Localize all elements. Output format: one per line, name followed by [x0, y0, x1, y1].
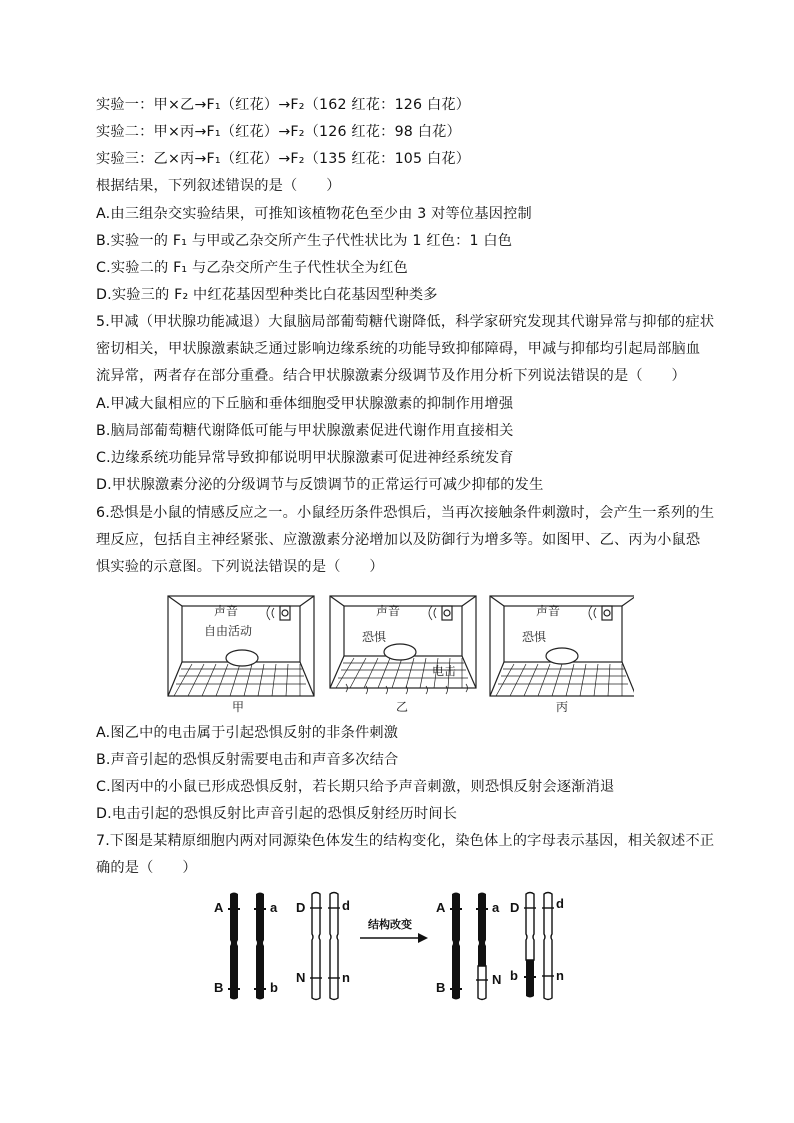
box-jia-caption: 甲 [232, 700, 245, 714]
q6-option-c: C.图丙中的小鼠已形成恐惧反射，若长期只给予声音刺激，则恐惧反射会逐渐消退 [96, 779, 615, 795]
box-yi-fear-label: 恐惧 [362, 630, 387, 644]
gene-a-before: a [270, 900, 278, 915]
box-jia-sound-label: 声音 [214, 604, 239, 618]
gene-N-after: N [492, 972, 502, 987]
q7-stem-line-1: 7.下图是某精原细胞内两对同源染色体发生的结构变化，染色体上的字母表示基因，相关叙述不正 [96, 833, 715, 849]
q5-stem-line-2: 密切相关，甲状腺激素缺乏通过影响边缘系统的功能导致抑郁障碍，甲减与抑郁均引起局部脑血 [96, 341, 701, 357]
q4-stem: 根据结果，下列叙述错误的是（ ） [96, 178, 341, 194]
chromosome-pair-2-after [524, 893, 554, 1000]
q5-option-b: B.脑局部葡萄糖代谢降低可能与甲状腺激素促进代谢作用直接相关 [96, 423, 514, 439]
chromosome-pair-1-before [228, 893, 266, 1000]
box-bing-caption: 丙 [556, 700, 569, 714]
experiment-2: 实验二：甲×丙→F₁（红花）→F₂（126 红花：98 白花） [96, 124, 461, 140]
box-jia-activity-label: 自由活动 [204, 624, 253, 638]
box-yi-shock-label: 电击 [432, 664, 457, 678]
q6-option-d: D.电击引起的恐惧反射比声音引起的恐惧反射经历时间长 [96, 806, 458, 822]
box-yi-sound-label: 声音 [376, 604, 401, 618]
q6-stem-line-2: 理反应，包括自主神经紧张、应激激素分泌增加以及防御行为增多等。如图甲、乙、丙为小鼠恐 [96, 532, 701, 548]
q6-option-b: B.声音引起的恐惧反射需要电击和声音多次结合 [96, 752, 399, 768]
q4-option-c: C.实验二的 F₁ 与乙杂交所产生子代性状全为红色 [96, 260, 408, 276]
chromosome-pair-1-after [450, 893, 488, 1000]
arrow-icon [360, 933, 428, 943]
chromosome-pair-2-before [310, 893, 340, 1000]
chromosome-drawing [208, 888, 578, 1008]
gene-b-after: b [510, 968, 518, 983]
box-yi [330, 596, 476, 694]
q4-option-b: B.实验一的 F₁ 与甲或乙杂交所产生子代性状比为 1 红色：1 白色 [96, 233, 513, 249]
q6-option-a: A.图乙中的电击属于引起恐惧反射的非条件刺激 [96, 725, 399, 741]
gene-n-before: n [342, 970, 350, 985]
q4-option-d: D.实验三的 F₂ 中红花基因型种类比白花基因型种类多 [96, 287, 438, 303]
gene-A-before: A [214, 900, 224, 915]
gene-d-before: d [342, 898, 350, 913]
mouse-icon [384, 644, 416, 660]
q5-option-c: C.边缘系统功能异常导致抑郁说明甲状腺激素可促进神经系统发育 [96, 450, 514, 466]
q7-stem-line-2: 确的是（ ） [96, 860, 197, 876]
gene-B-before: B [214, 980, 224, 995]
q5-option-d: D.甲状腺激素分泌的分级调节与反馈调节的正常运行可减少抑郁的发生 [96, 477, 544, 493]
box-bing-fear-label: 恐惧 [522, 630, 547, 644]
gene-D-after: D [510, 900, 520, 915]
fear-experiment-figure [164, 592, 634, 714]
gene-A-after: A [436, 900, 446, 915]
box-bing-sound-label: 声音 [536, 604, 561, 618]
mouse-icon [226, 650, 258, 666]
experiment-3: 实验三：乙×丙→F₁（红花）→F₂（135 红花：105 白花） [96, 151, 471, 167]
q5-stem-line-1: 5.甲减（甲状腺功能减退）大鼠脑局部葡萄糖代谢降低，科学家研究发现其代谢异常与抑郁的症状 [96, 314, 715, 330]
q4-option-a: A.由三组杂交实验结果，可推知该植物花色至少由 3 对等位基因控制 [96, 206, 532, 222]
structural-change-label: 结构改变 [368, 918, 412, 931]
experiment-1: 实验一：甲×乙→F₁（红花）→F₂（162 红花：126 白花） [96, 97, 471, 113]
gene-B-after: B [436, 980, 446, 995]
gene-D-before: D [296, 900, 306, 915]
q5-option-a: A.甲减大鼠相应的下丘脑和垂体细胞受甲状腺激素的抑制作用增强 [96, 396, 514, 412]
gene-d-after: d [556, 896, 564, 911]
gene-N-before: N [296, 970, 306, 985]
q5-stem-line-3: 流异常，两者存在部分重叠。结合甲状腺激素分级调节及作用分析下列说法错误的是（ ） [96, 368, 686, 384]
box-bing [490, 596, 634, 696]
gene-b-before: b [270, 980, 278, 995]
gene-a-after: a [492, 900, 500, 915]
mouse-icon [546, 648, 578, 664]
q6-stem-line-3: 惧实验的示意图。下列说法错误的是（ ） [96, 559, 384, 575]
gene-n-after: n [556, 968, 564, 983]
box-jia [168, 596, 314, 696]
chromosome-figure [208, 888, 578, 1008]
box-yi-caption: 乙 [396, 700, 409, 714]
q6-stem-line-1: 6.恐惧是小鼠的情感反应之一。小鼠经历条件恐惧后，当再次接触条件刺激时，会产生一系列的生 [96, 505, 715, 521]
